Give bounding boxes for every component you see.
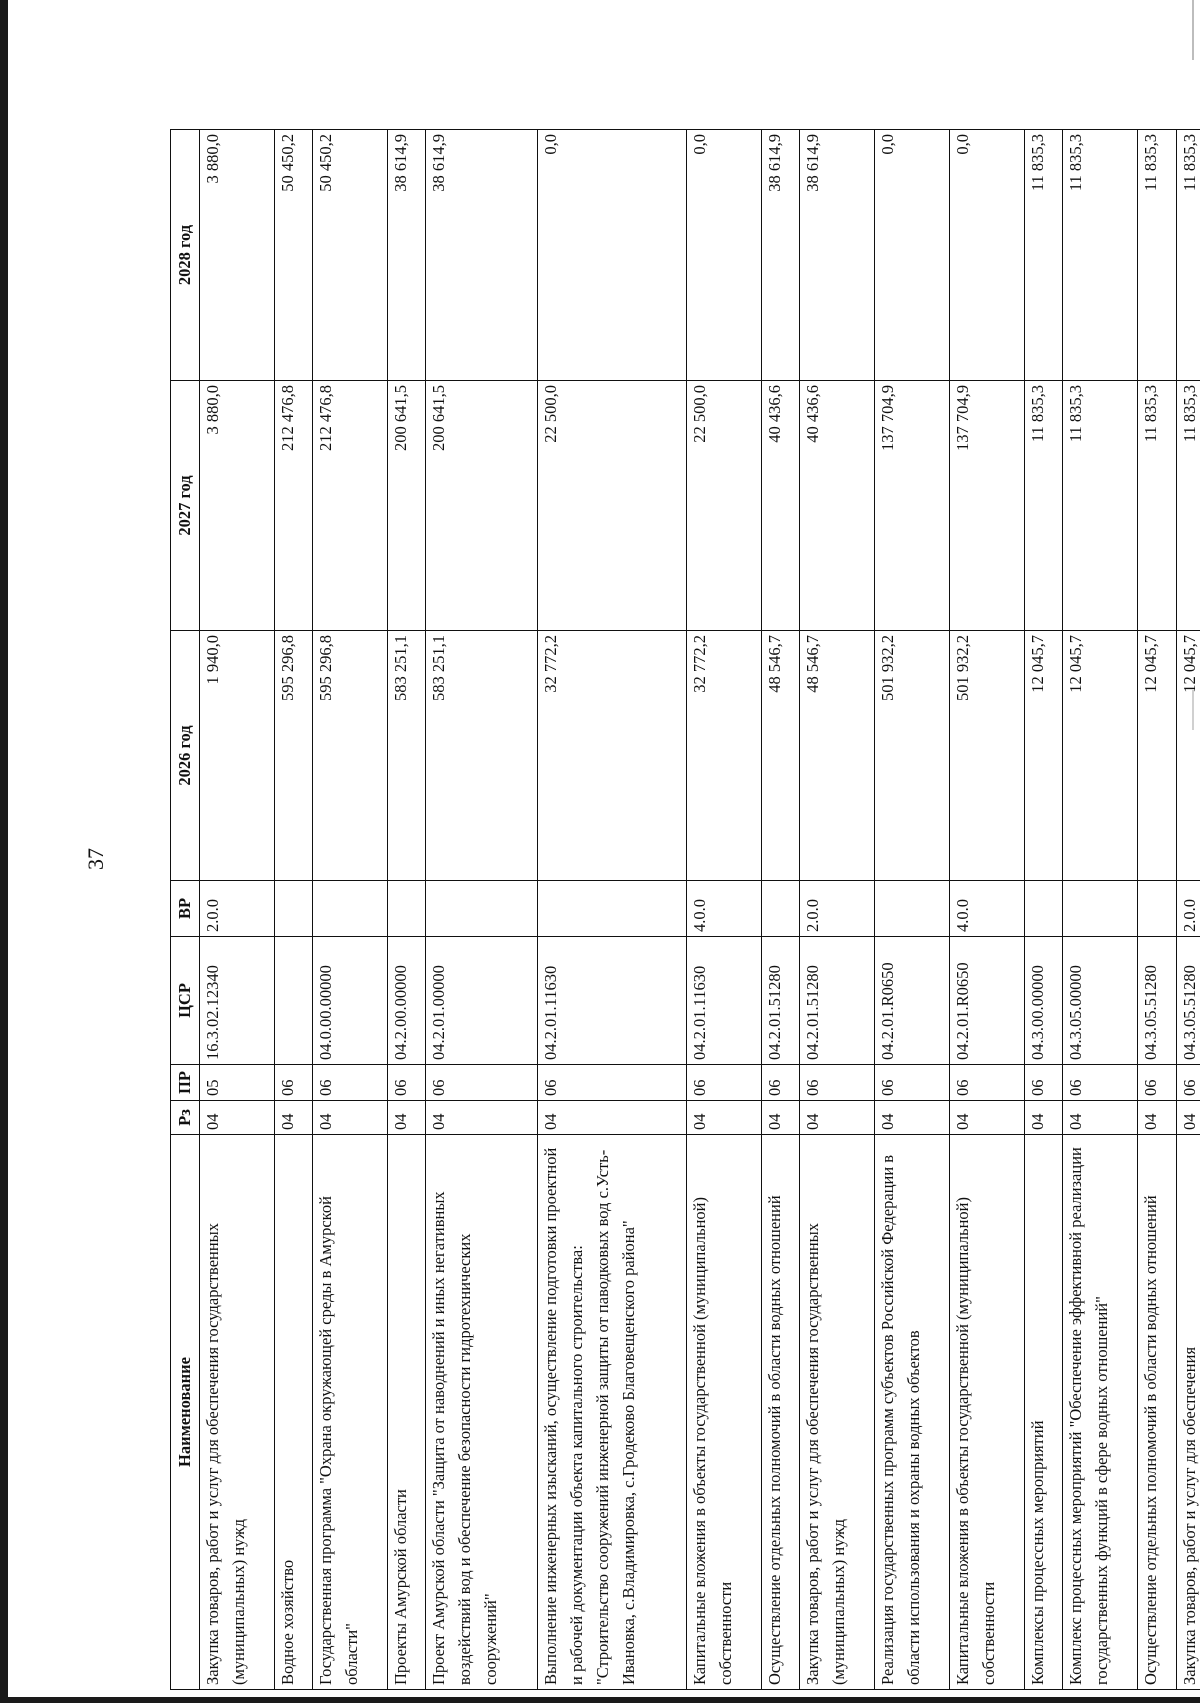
cell-csr: 04.2.01.51280 — [800, 937, 875, 1065]
cell-pr: 06 — [388, 1065, 426, 1101]
cell-vr — [426, 881, 538, 937]
cell-y2028: 38 614,9 — [388, 130, 426, 381]
cell-y2027: 11 835,3 — [1176, 381, 1200, 631]
cell-csr — [275, 937, 313, 1065]
cell-pr: 06 — [538, 1065, 687, 1101]
header-2026: 2026 год — [171, 631, 200, 881]
cell-y2026: 595 296,8 — [275, 631, 313, 881]
cell-vr — [275, 881, 313, 937]
cell-y2027: 40 436,6 — [761, 381, 799, 631]
table-row — [875, 130, 950, 1690]
cell-vr — [1138, 881, 1176, 937]
cell-rz: 04 — [800, 1101, 875, 1135]
cell-vr: 2.0.0 — [800, 881, 875, 937]
cell-csr: 04.3.05.00000 — [1063, 937, 1138, 1065]
cell-y2027: 137 704,9 — [875, 381, 950, 631]
cell-name: Осуществление отдельных полномочий в области водных отношений — [1138, 1135, 1176, 1690]
cell-y2026: 501 932,2 — [950, 631, 1025, 881]
cell-name: Проект Амурской области "Защита от наводнений и иных негативных воздействий вод и обеспечение безопасности гидротехнических сооружений" — [426, 1135, 538, 1690]
cell-vr — [313, 881, 388, 937]
cell-y2026: 48 546,7 — [800, 631, 875, 881]
cell-y2027: 200 641,5 — [426, 381, 538, 631]
cell-name: Государственная программа "Охрана окружающей среды в Амурской области" — [313, 1135, 388, 1690]
header-pr: ПР — [171, 1065, 200, 1101]
header-vr: ВР — [171, 881, 200, 937]
header-name: Наименование — [171, 1135, 200, 1690]
cell-vr — [761, 881, 799, 937]
cell-pr: 06 — [800, 1065, 875, 1101]
cell-y2028: 38 614,9 — [426, 130, 538, 381]
cell-csr: 04.3.00.00000 — [1025, 937, 1063, 1065]
cell-y2028: 38 614,9 — [800, 130, 875, 381]
cell-y2026: 595 296,8 — [313, 631, 388, 881]
cell-csr: 04.3.05.51280 — [1176, 937, 1200, 1065]
cell-csr: 04.2.00.00000 — [388, 937, 426, 1065]
cell-csr: 04.2.01.R0650 — [950, 937, 1025, 1065]
cell-name: Капитальные вложения в объекты государственной (муниципальной) собственности — [950, 1135, 1025, 1690]
cell-rz: 04 — [761, 1101, 799, 1135]
cell-name: Выполнение инженерных изысканий, осуществление подготовки проектной и рабочей документации объекта капитального строительства: "Строительство сооружений инженерной защиты от паводковых вод с.Усть-Ивановка, с.Владимировка, с.Гродеково Благовещенского района" — [538, 1135, 687, 1690]
cell-name: Капитальные вложения в объекты государственной (муниципальной) собственности — [686, 1135, 761, 1690]
cell-rz: 04 — [200, 1101, 275, 1135]
header-rz: Рз — [171, 1101, 200, 1135]
cell-vr: 2.0.0 — [200, 881, 275, 937]
cell-csr: 04.2.01.R0650 — [875, 937, 950, 1065]
cell-pr: 06 — [1063, 1065, 1138, 1101]
page-number: 37 — [83, 848, 108, 870]
header-2027: 2027 год — [171, 381, 200, 631]
header-2028: 2028 год — [171, 130, 200, 381]
cell-name: Проекты Амурской области — [388, 1135, 426, 1690]
table-row — [313, 130, 388, 1690]
cell-y2027: 40 436,6 — [800, 381, 875, 631]
cell-rz: 04 — [538, 1101, 687, 1135]
cell-y2026: 1 940,0 — [200, 631, 275, 881]
table-row — [686, 130, 761, 1690]
cell-y2028: 38 614,9 — [761, 130, 799, 381]
cell-y2028: 3 880,0 — [200, 130, 275, 381]
cell-pr: 06 — [875, 1065, 950, 1101]
table-row — [1063, 130, 1138, 1690]
cell-y2026: 501 932,2 — [875, 631, 950, 881]
rotated-table-container — [170, 130, 1200, 1690]
cell-y2026: 12 045,7 — [1025, 631, 1063, 881]
cell-csr: 04.3.05.51280 — [1138, 937, 1176, 1065]
cell-rz: 04 — [313, 1101, 388, 1135]
cell-vr — [1063, 881, 1138, 937]
cell-y2027: 22 500,0 — [686, 381, 761, 631]
cell-csr: 04.2.01.00000 — [426, 937, 538, 1065]
table-row — [426, 130, 538, 1690]
cell-y2027: 212 476,8 — [313, 381, 388, 631]
cell-rz: 04 — [426, 1101, 538, 1135]
cell-y2026: 12 045,7 — [1063, 631, 1138, 881]
cell-pr: 06 — [950, 1065, 1025, 1101]
cell-y2026: 583 251,1 — [388, 631, 426, 881]
cell-y2028: 11 835,3 — [1063, 130, 1138, 381]
budget-table — [170, 129, 1200, 1690]
cell-name: Осуществление отдельных полномочий в области водных отношений — [761, 1135, 799, 1690]
table-header-row — [171, 130, 200, 1690]
scan-edge-right — [1192, 0, 1194, 60]
cell-y2026: 12 045,7 — [1176, 631, 1200, 881]
cell-name: Реализация государственных программ субъектов Российской Федерации в области использования и охраны водных объектов — [875, 1135, 950, 1690]
cell-csr: 16.3.02.12340 — [200, 937, 275, 1065]
cell-vr — [538, 881, 687, 937]
cell-y2027: 200 641,5 — [388, 381, 426, 631]
cell-rz: 04 — [1176, 1101, 1200, 1135]
cell-y2028: 11 835,3 — [1176, 130, 1200, 381]
cell-y2027: 212 476,8 — [275, 381, 313, 631]
table-row — [950, 130, 1025, 1690]
cell-pr: 06 — [313, 1065, 388, 1101]
cell-y2028: 0,0 — [686, 130, 761, 381]
cell-pr: 06 — [1138, 1065, 1176, 1101]
cell-name: Закупка товаров, работ и услуг для обеспечения — [1176, 1135, 1200, 1690]
scan-edge-bottom — [0, 1697, 1200, 1703]
cell-pr: 06 — [761, 1065, 799, 1101]
cell-pr: 06 — [1176, 1065, 1200, 1101]
table-row — [388, 130, 426, 1690]
cell-rz: 04 — [950, 1101, 1025, 1135]
cell-y2028: 11 835,3 — [1025, 130, 1063, 381]
cell-rz: 04 — [275, 1101, 313, 1135]
table-row — [800, 130, 875, 1690]
cell-rz: 04 — [388, 1101, 426, 1135]
table-row — [1025, 130, 1063, 1690]
cell-y2028: 50 450,2 — [275, 130, 313, 381]
cell-y2028: 50 450,2 — [313, 130, 388, 381]
table-row — [761, 130, 799, 1690]
cell-pr: 06 — [275, 1065, 313, 1101]
cell-y2026: 583 251,1 — [426, 631, 538, 881]
cell-y2026: 32 772,2 — [538, 631, 687, 881]
cell-y2027: 11 835,3 — [1063, 381, 1138, 631]
table-row — [200, 130, 275, 1690]
cell-pr: 06 — [426, 1065, 538, 1101]
cell-vr: 4.0.0 — [686, 881, 761, 937]
cell-y2027: 22 500,0 — [538, 381, 687, 631]
table-row — [275, 130, 313, 1690]
cell-pr: 06 — [1025, 1065, 1063, 1101]
cell-csr: 04.0.00.00000 — [313, 937, 388, 1065]
cell-csr: 04.2.01.11630 — [686, 937, 761, 1065]
cell-rz: 04 — [686, 1101, 761, 1135]
cell-rz: 04 — [875, 1101, 950, 1135]
cell-vr — [875, 881, 950, 937]
cell-rz: 04 — [1138, 1101, 1176, 1135]
table-row — [538, 130, 687, 1690]
cell-pr: 06 — [686, 1065, 761, 1101]
cell-vr — [1025, 881, 1063, 937]
table-row — [1138, 130, 1176, 1690]
cell-vr — [388, 881, 426, 937]
cell-y2027: 11 835,3 — [1025, 381, 1063, 631]
cell-y2026: 12 045,7 — [1138, 631, 1176, 881]
cell-name: Закупка товаров, работ и услуг для обеспечения государственных (муниципальных) нужд — [800, 1135, 875, 1690]
cell-y2028: 11 835,3 — [1138, 130, 1176, 381]
cell-pr: 05 — [200, 1065, 275, 1101]
cell-y2026: 48 546,7 — [761, 631, 799, 881]
cell-y2027: 11 835,3 — [1138, 381, 1176, 631]
cell-name: Комплексы процессных мероприятий — [1025, 1135, 1063, 1690]
scan-edge-left — [0, 0, 8, 1703]
cell-vr: 4.0.0 — [950, 881, 1025, 937]
cell-y2027: 3 880,0 — [200, 381, 275, 631]
cell-rz: 04 — [1025, 1101, 1063, 1135]
cell-rz: 04 — [1063, 1101, 1138, 1135]
cell-name: Водное хозяйство — [275, 1135, 313, 1690]
cell-y2026: 32 772,2 — [686, 631, 761, 881]
table-row — [1176, 130, 1200, 1690]
cell-y2027: 137 704,9 — [950, 381, 1025, 631]
cell-y2028: 0,0 — [538, 130, 687, 381]
header-csr: ЦСР — [171, 937, 200, 1065]
cell-vr: 2.0.0 — [1176, 881, 1200, 937]
cell-csr: 04.2.01.51280 — [761, 937, 799, 1065]
cell-name: Комплекс процессных мероприятий "Обеспечение эффективной реализации государственных функций в сфере водных отношений" — [1063, 1135, 1138, 1690]
cell-y2028: 0,0 — [950, 130, 1025, 381]
cell-csr: 04.2.01.11630 — [538, 937, 687, 1065]
cell-y2028: 0,0 — [875, 130, 950, 381]
cell-name: Закупка товаров, работ и услуг для обеспечения государственных (муниципальных) нужд — [200, 1135, 275, 1690]
